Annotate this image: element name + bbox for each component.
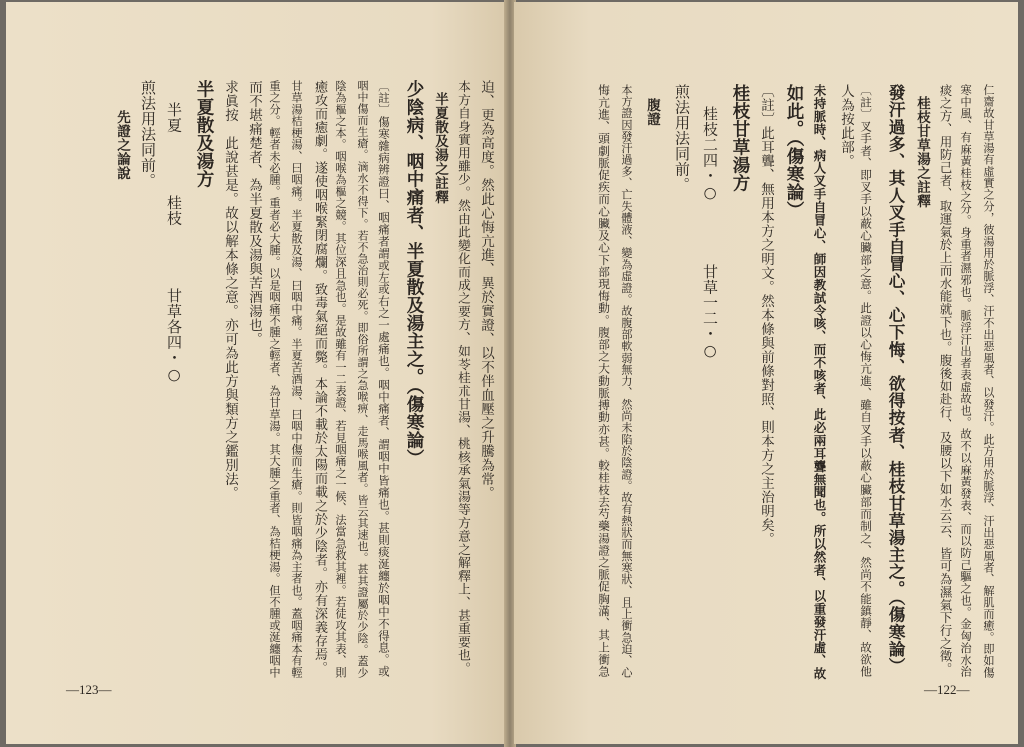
right-col-7: 人為按此部。 xyxy=(838,84,854,168)
right-col-15: 本方證因發汗過多、亡失體液、變為虛證。故腹部軟弱無力、然尚未陷於陰證。故有熱狀而無寒狀、且上衝急迫、心 xyxy=(620,84,633,679)
left-col-6: 咽中傷而生瘡。滴水不得下。若不急治則必死。即俗所謂之急喉痹、走馬喉風者。皆云其速也。甚其證屬於少陰。蓋少 xyxy=(356,80,369,679)
right-col-3: 痰之方、用防己者、取運氣於上而水能就下也。腹後如赴行、及腰以下如水云云、皆可為濕氣下行之徵。 xyxy=(938,84,952,676)
left-col-7: 陰為樞之本。咽喉為樞之競。其位深且急也。是故雖有一二表證、若見咽痛之一候、法當急救其裡。若徒攻其表、則 xyxy=(334,80,347,679)
left-heading-xianzheng: 先證之論說 xyxy=(114,110,130,180)
left-col-12: 求眞按 此說甚是。故以解本條之意。亦可為此方與類方之鑑別法。 xyxy=(222,80,238,500)
right-col-2: 寒中風、有麻黃桂枝之分。身重者濕邪也。脈浮汗出者表虛故也。故不以麻黃發表、而以防己驅之也。金匈治水治 xyxy=(959,84,973,678)
left-col-5: 〔註〕傷寒雜病辨證曰、咽痛者謂或左或右之一處痛也。咽中痛者、謂咽中皆痛也。甚則痰涎纏於咽中不得息。或 xyxy=(377,80,391,678)
section-heading-banxia: 半夏散及湯之註釋 xyxy=(432,92,448,204)
right-formula-title: 桂枝甘草湯方 xyxy=(730,84,750,192)
right-main-clause: 發汗過多、其人叉手自冒心、心下悔、欲得按者、桂枝甘草湯主之。（傷寒論） xyxy=(886,84,906,675)
right-clause-2-end: 如此。（傷寒論） xyxy=(784,84,804,220)
left-col-1: 迫、更為高度。然此心悔亢進、異於實證、以不伴血壓之升騰為常。 xyxy=(478,80,494,500)
left-formula-title: 半夏散及湯方 xyxy=(194,80,214,188)
page-number-left: —123— xyxy=(66,682,112,697)
right-col-6: 〔註〕叉手者、即叉手以蔽心臟部之意。此證以心悔亢進、雖自叉手以蔽心臟部而制之、然尚不能鎮靜、故欲他 xyxy=(859,84,873,678)
left-col-9: 甘草湯桔梗湯、曰咽痛。半夏散及湯、曰咽中痛。半夏苦酒湯、曰咽中傷而生瘡。則皆咽痛為主者也。蓋咽痛本有輕 xyxy=(290,80,303,679)
right-formula-ingredients: 桂枝二四・○ 甘草一二・○ xyxy=(701,106,719,360)
left-col-2: 本方自身實用雖少。然由此變化而成之要方、如苓桂朮甘湯、桃核承氣湯等方意之解釋上、甚重要也。 xyxy=(456,80,471,675)
right-col-10: 〔註〕此耳聾、無用本方之明文。然本條與前條對照、則本方之主治明矣。 xyxy=(758,84,774,546)
right-heading-fuzheng: 腹證 xyxy=(644,98,660,126)
section-heading-guizhi: 桂枝甘草湯之註釋 xyxy=(914,96,930,208)
left-formula-ingredients: 半夏 桂枝 甘草各四・○ xyxy=(165,102,183,384)
right-formula-method: 煎法用法同前。 xyxy=(673,84,691,193)
left-main-clause: 少陰病、咽中痛者、半夏散及湯主之。（傷寒論） xyxy=(404,80,424,468)
left-col-8: 癒攻而癒劇。遂使咽喉緊閉腐爛。致毒氣絕而斃。本論不載於太陽而載之於少陰者。亦有深義存焉。 xyxy=(312,80,327,675)
right-col-16: 悔亢進、頭劇脈促疾而心臟及心下部現悔動。腹部之大動脈搏動亦甚。較桂枝去芍藥湯證之脈促胸滿、其上衝急 xyxy=(597,84,611,678)
left-page xyxy=(6,2,506,744)
right-clause-2: 未持脈時、病人叉手自冒心、師因教試令咳、而不咳者、此必兩耳聾無聞也。所以然者、以重發汗虛、故 xyxy=(812,84,827,681)
page-number-right: —122— xyxy=(924,682,970,697)
right-col-1: 仁齋故甘草湯有虛實之分，彼湯用於脈浮、汗不出惡風者、以發汗。此方用於脈浮、汗出惡風者、解肌而癒。即如傷 xyxy=(982,84,995,679)
left-col-10: 重之分。輕者未必腫。重者必大腫。以是咽痛不腫之輕者、為甘草湯。其大腫之重者、為桔梗湯。但不腫或涎纏咽中 xyxy=(268,80,281,679)
left-formula-method: 煎法用法同前。 xyxy=(139,80,157,189)
left-col-11: 而不堪痛楚者、為半夏散及湯與苦酒湯也。 xyxy=(246,80,262,346)
right-page xyxy=(514,2,1018,744)
